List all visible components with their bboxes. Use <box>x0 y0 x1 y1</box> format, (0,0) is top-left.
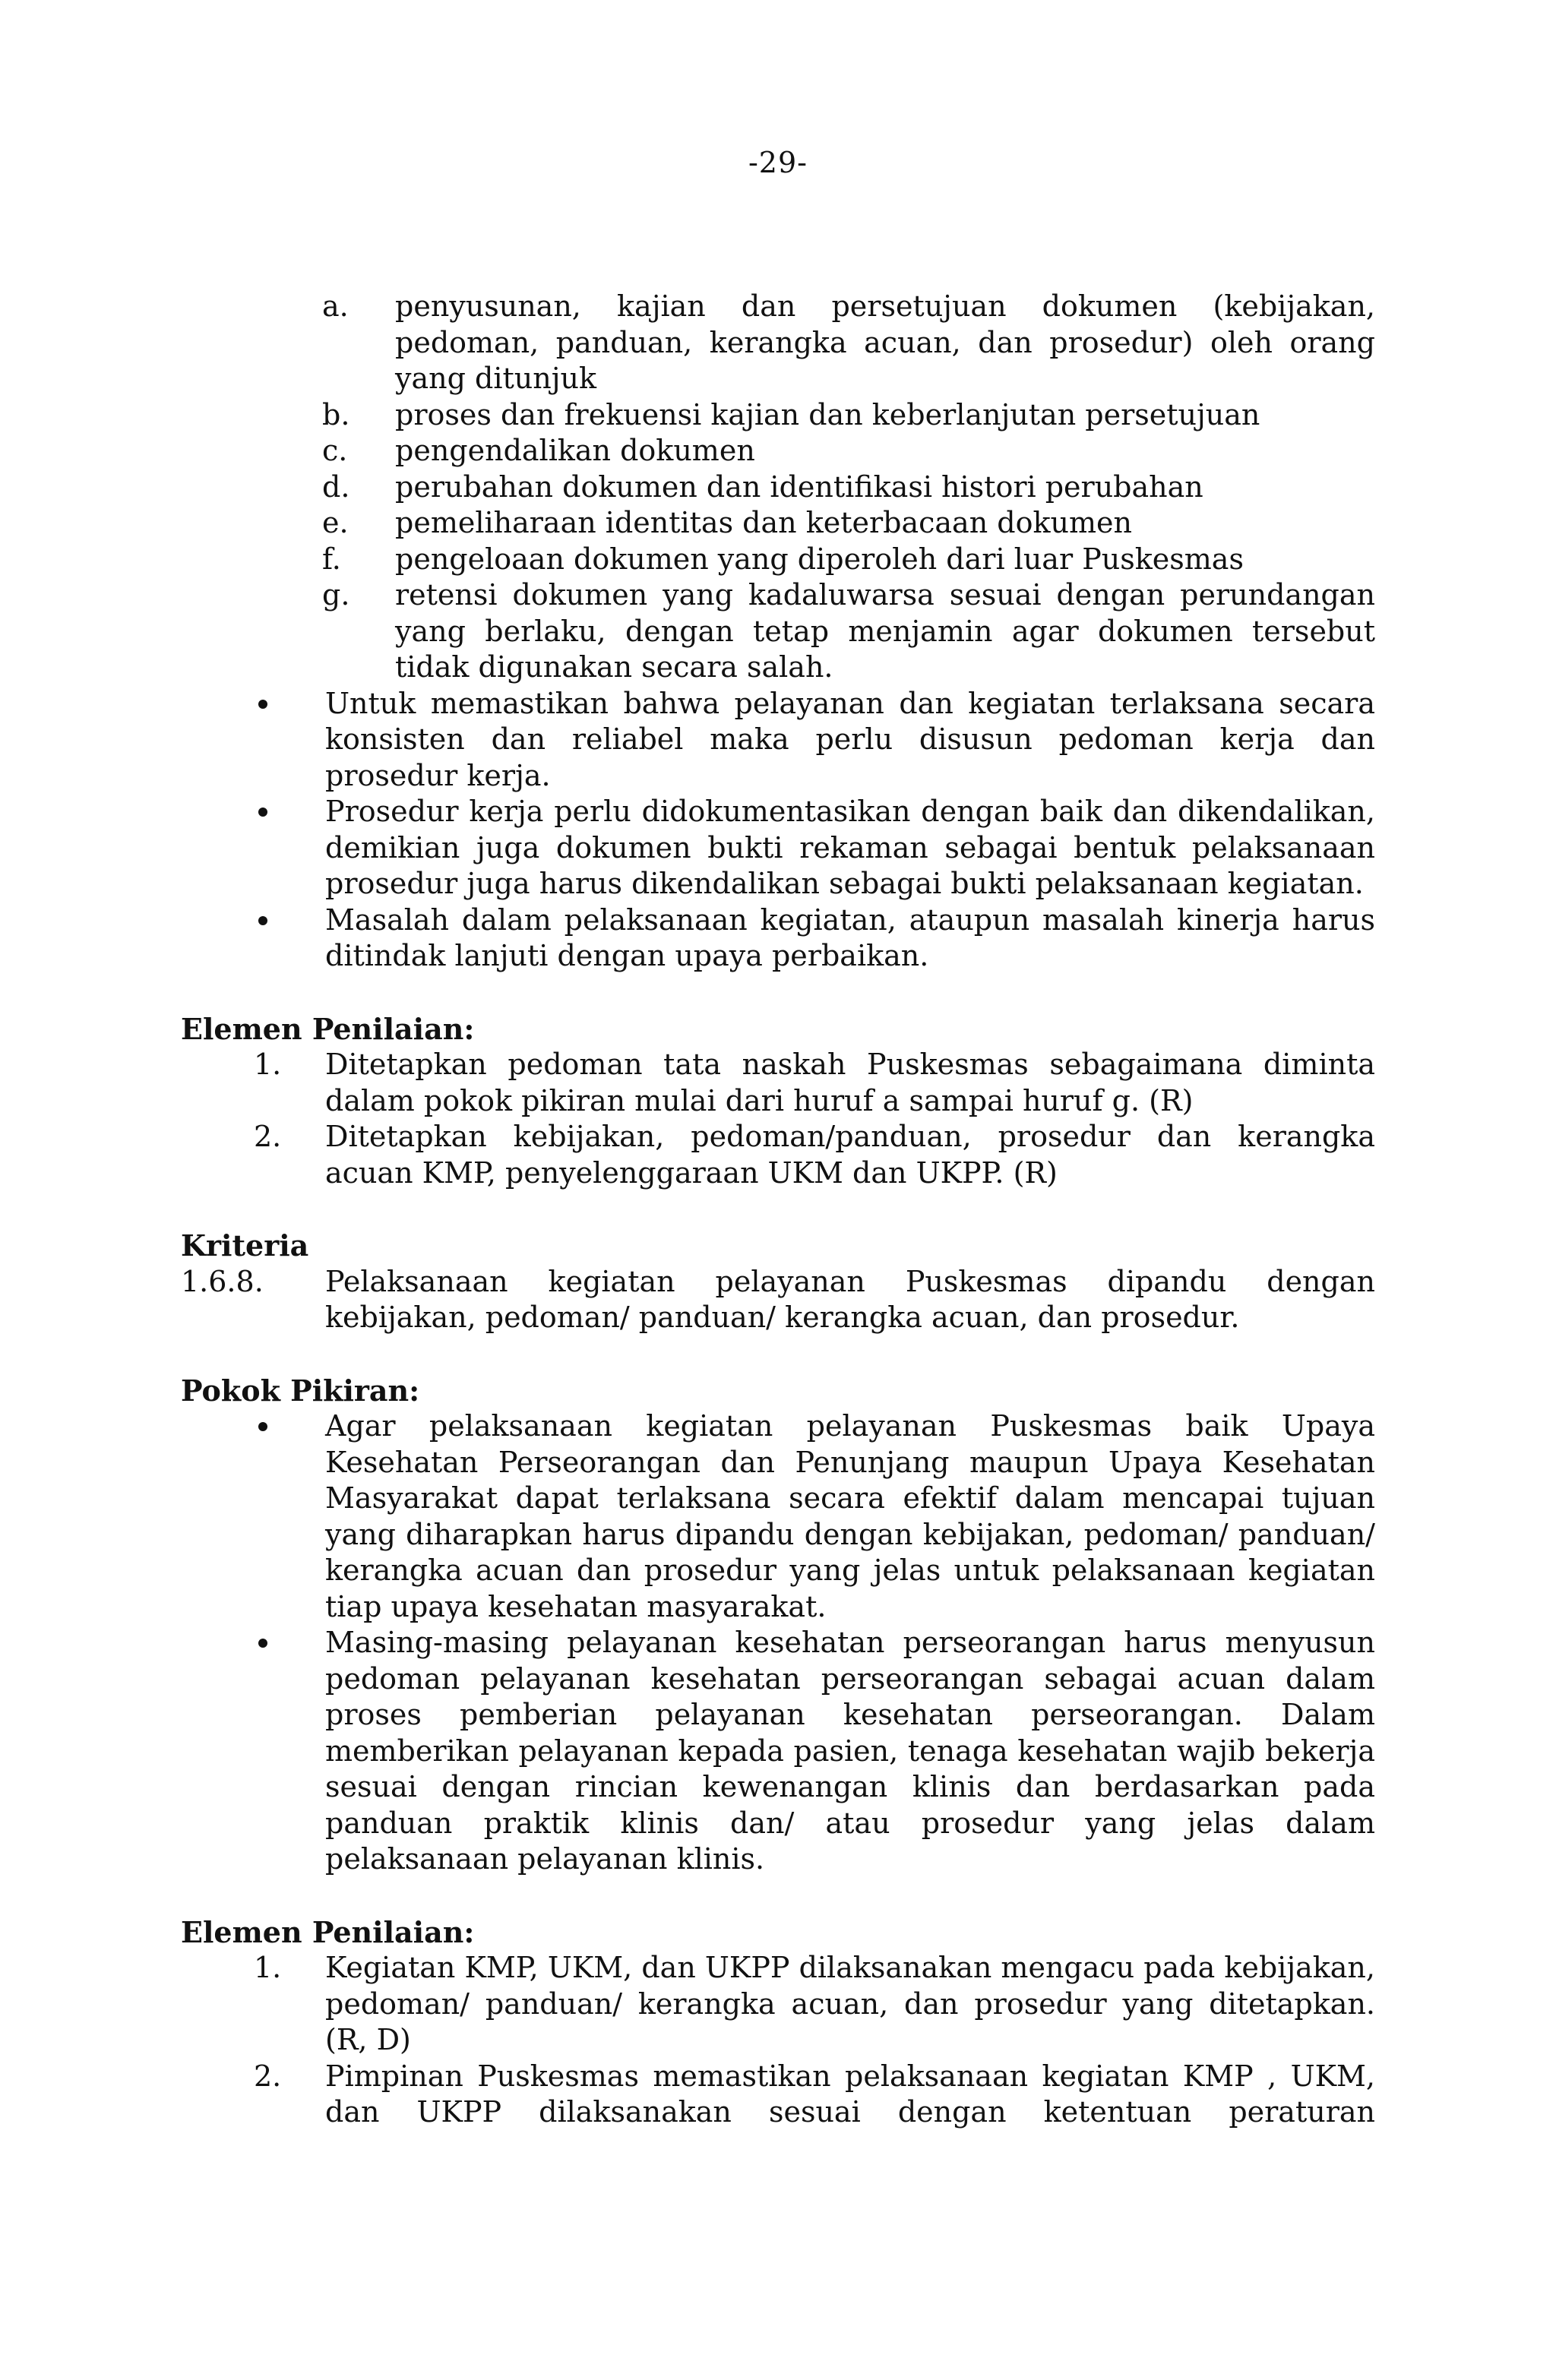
bullet-marker <box>254 1408 325 1444</box>
page-number: -29- <box>748 146 808 179</box>
kriteria-text: Pelaksanaan kegiatan pelayanan Puskesmas dipandu dengan kebijakan, pedoman/ panduan/ kerangka acuan, dan prosedur. <box>325 1264 1375 1334</box>
number-marker: 2. <box>254 1120 282 1153</box>
numbered-item-text: Ditetapkan pedoman tata naskah Puskesmas sebagaimana diminta dalam pokok pikiran mulai dari huruf a sampai huruf g. (R) <box>325 1048 1375 1117</box>
list-item <box>181 505 1375 542</box>
number-marker: 1. <box>254 1048 282 1081</box>
numbered-item-text: Kegiatan KMP, UKM, dan UKPP dilaksanakan mengacu pada kebijakan, pedoman/ panduan/ kerangka acuan, dan prosedur yang ditetapkan. (R, D) <box>325 1951 1375 2056</box>
number-marker: 1. <box>254 1951 282 1984</box>
list-item <box>181 542 1375 578</box>
bullet-item <box>181 794 1375 902</box>
bullet-marker <box>254 1625 325 1661</box>
number-marker: 2. <box>254 2059 282 2093</box>
list-item-text: penyusunan, kajian dan persetujuan dokumen (kebijakan, pedoman, panduan, kerangka acuan, dan prosedur) oleh orang yang ditunjuk <box>395 289 1375 395</box>
list-marker: g. <box>322 578 350 612</box>
list-marker: a. <box>322 289 349 323</box>
bullet-text: Agar pelaksanaan kegiatan pelayanan Puskesmas baik Upaya Kesehatan Perseorangan dan Penunjang maupun Upaya Kesehatan Masyarakat dapat terlaksana secara efektif dalam mencapai tujuan yang diharapkan harus dipandu dengan kebijakan, pedoman/ panduan/ kerangka acuan dan prosedur yang jelas untuk pelaksanaan kegiatan tiap upaya kesehatan masyarakat. <box>325 1409 1375 1623</box>
numbered-list <box>181 1950 1375 2131</box>
bullet-dot-icon <box>258 808 267 817</box>
numbered-item <box>181 1119 1375 1191</box>
numbered-item-text: Pimpinan Puskesmas memastikan pelaksanaan kegiatan KMP , UKM, dan UKPP dilaksanakan sesuai dengan ketentuan peraturan <box>325 2059 1375 2129</box>
list-marker: e. <box>322 506 349 539</box>
list-item-text: retensi dokumen yang kadaluwarsa sesuai dengan perundangan yang berlaku, dengan tetap menjamin agar dokumen tersebut tidak digunakan secara salah. <box>395 578 1375 684</box>
list-item <box>181 469 1375 506</box>
bullet-dot-icon <box>258 1639 267 1648</box>
list-item <box>181 433 1375 469</box>
bullet-item <box>181 902 1375 975</box>
numbered-list <box>181 1047 1375 1191</box>
bullet-list <box>181 1408 1375 1878</box>
numbered-item <box>181 1047 1375 1119</box>
kriteria-row <box>181 1264 1375 1336</box>
bullet-marker <box>254 794 325 830</box>
list-item <box>181 397 1375 434</box>
list-item-text: pengendalikan dokumen <box>395 434 755 467</box>
bullet-text: Masalah dalam pelaksanaan kegiatan, ataupun masalah kinerja harus ditindak lanjuti dengan upaya perbaikan. <box>325 902 1375 972</box>
list-item-text: perubahan dokumen dan identifikasi histori perubahan <box>395 469 1203 504</box>
bullet-dot-icon <box>258 916 267 925</box>
list-item-text: proses dan frekuensi kajian dan keberlanjutan persetujuan <box>395 397 1260 431</box>
section-heading-elemen-penilaian: Elemen Penilaian: <box>181 1011 475 1046</box>
list-item <box>181 289 1375 397</box>
numbered-item <box>181 2059 1375 2131</box>
bullet-text: Prosedur kerja perlu didokumentasikan dengan baik dan dikendalikan, demikian juga dokumen bukti rekaman sebagai bentuk pelaksanaan prosedur juga harus dikendalikan sebagai bukti pelaksanaan kegiatan. <box>325 795 1375 900</box>
bullet-text: Masing-masing pelayanan kesehatan perseorangan harus menyusun pedoman pelayanan kesehatan perseorangan sebagai acuan dalam proses pemberian pelayanan kesehatan perseorangan. Dalam memberikan pelayanan kepada pasien, tenaga kesehatan wajib bekerja sesuai dengan rincian kewenangan klinis dan berdasarkan pada panduan praktik klinis dan/ atau prosedur yang jelas dalam pelaksanaan pelayanan klinis. <box>325 1626 1375 1876</box>
section-heading-pokok-pikiran: Pokok Pikiran: <box>181 1373 420 1408</box>
bullet-list <box>181 686 1375 975</box>
list-item <box>181 577 1375 686</box>
numbered-item-text: Ditetapkan kebijakan, pedoman/panduan, prosedur dan kerangka acuan KMP, penyelenggaraan UKM dan UKPP. (R) <box>325 1120 1375 1190</box>
lettered-list <box>181 289 1375 686</box>
list-marker: b. <box>322 397 350 431</box>
list-marker: f. <box>322 542 341 576</box>
page-content <box>181 289 1375 2131</box>
bullet-marker <box>254 686 325 722</box>
bullet-dot-icon <box>258 1422 267 1431</box>
section-heading-elemen-penilaian: Elemen Penilaian: <box>181 1914 475 1949</box>
bullet-text: Untuk memastikan bahwa pelayanan dan kegiatan terlaksana secara konsisten dan reliabel maka perlu disusun pedoman kerja dan prosedur kerja. <box>325 686 1375 792</box>
numbered-item <box>181 1950 1375 2059</box>
section-heading-kriteria: Kriteria <box>181 1228 309 1263</box>
list-marker: c. <box>322 434 348 467</box>
list-marker: d. <box>322 469 350 504</box>
bullet-item <box>181 1625 1375 1878</box>
bullet-dot-icon <box>258 700 267 709</box>
bullet-item <box>181 1408 1375 1625</box>
bullet-item <box>181 686 1375 795</box>
list-item-text: pengeloaan dokumen yang diperoleh dari luar Puskesmas <box>395 542 1244 576</box>
list-item-text: pemeliharaan identitas dan keterbacaan dokumen <box>395 506 1132 539</box>
kriteria-code: 1.6.8. <box>181 1264 264 1298</box>
bullet-marker <box>254 902 325 938</box>
